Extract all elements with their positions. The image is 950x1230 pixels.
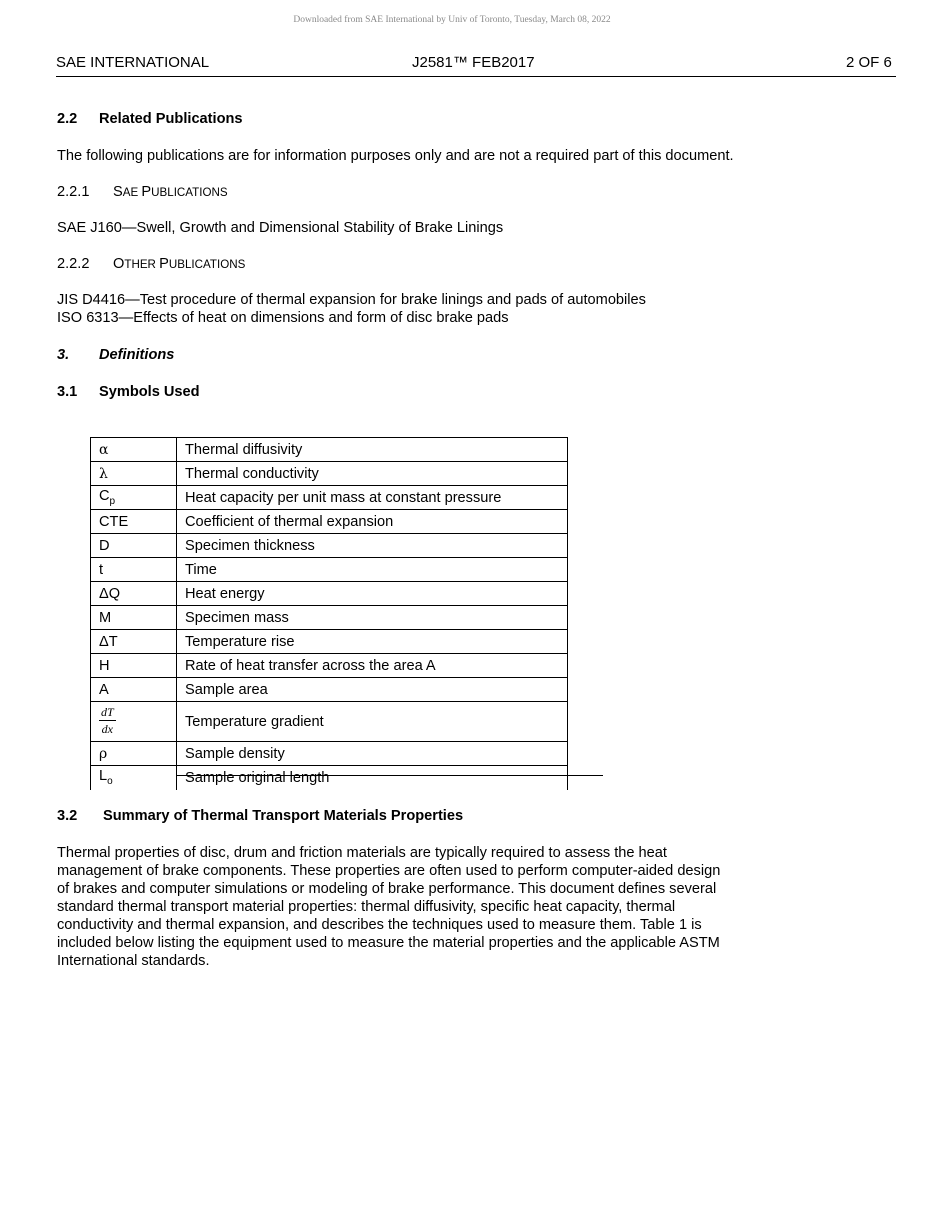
symbol-cell: α — [91, 438, 177, 462]
table-row — [91, 766, 568, 790]
paragraph-line: management of brake components. These properties are often used to perform computer-aided design — [57, 863, 721, 879]
header-rule — [56, 76, 896, 77]
paragraph-line: included below listing the equipment used to measure the material properties and the applicable ASTM — [57, 935, 720, 951]
paragraph-line: Thermal properties of disc, drum and friction materials are typically required to assess the heat — [57, 845, 667, 861]
symbol-cell — [91, 486, 177, 510]
description-cell: Sample area — [177, 678, 568, 702]
table-row — [91, 606, 568, 630]
symbol-base: L — [99, 768, 108, 785]
section-title: Definitions — [99, 347, 175, 363]
symbol-subscript: o — [107, 776, 113, 788]
symbol-cell: t — [91, 558, 177, 582]
section-3-2-paragraph — [57, 844, 817, 970]
section-3-2-heading — [57, 808, 463, 824]
smallcaps-initial: P — [141, 184, 152, 200]
table-row — [91, 438, 568, 462]
symbol-cell — [91, 702, 177, 742]
section-title: Related Publications — [99, 111, 243, 127]
description-cell: Sample original length — [177, 766, 568, 790]
paragraph-line: of brakes and computer simulations or modeling of brake performance. This document defines several — [57, 881, 717, 897]
symbol-cell: D — [91, 534, 177, 558]
description-cell: Specimen mass — [177, 606, 568, 630]
smallcaps-rest: UBLICATIONS — [151, 186, 228, 199]
description-cell: Specimen thickness — [177, 534, 568, 558]
section-title: Symbols Used — [99, 384, 200, 400]
symbol-cell: λ — [91, 462, 177, 486]
table-overlay-rule — [176, 775, 603, 776]
smallcaps-initial: S — [113, 184, 123, 200]
smallcaps-rest: THER — [124, 258, 160, 271]
section-number: 2.2 — [57, 111, 78, 127]
section-number: 2.2.1 — [57, 184, 90, 200]
symbol-cell: ΔT — [91, 630, 177, 654]
other-publication: ISO 6313—Effects of heat on dimensions and form of disc brake pads — [57, 310, 509, 326]
description-cell: Temperature gradient — [177, 702, 568, 742]
section-title: Summary of Thermal Transport Materials Properties — [103, 808, 464, 824]
fraction-numerator: dT — [101, 705, 114, 719]
section-2-2-heading — [57, 111, 243, 127]
symbol-cell — [91, 766, 177, 790]
download-notice: Downloaded from SAE International by Univ of Toronto, Tuesday, March 08, 2022 — [293, 15, 611, 25]
description-cell: Temperature rise — [177, 630, 568, 654]
table-row — [91, 582, 568, 606]
symbol-cell: A — [91, 678, 177, 702]
description-cell: Coefficient of thermal expansion — [177, 510, 568, 534]
smallcaps-initial: P — [159, 256, 169, 272]
table-row — [91, 558, 568, 582]
smallcaps-rest: AE — [122, 186, 142, 199]
table-row — [91, 630, 568, 654]
description-cell: Thermal conductivity — [177, 462, 568, 486]
section-number: 2.2.2 — [57, 256, 90, 272]
header-org: SAE INTERNATIONAL — [56, 54, 210, 71]
symbol-cell: ΔQ — [91, 582, 177, 606]
symbol-cell: CTE — [91, 510, 177, 534]
section-2-2-intro: The following publications are for information purposes only and are not a required part of this document. — [57, 148, 734, 164]
table-row — [91, 678, 568, 702]
description-cell: Heat energy — [177, 582, 568, 606]
other-publication: JIS D4416—Test procedure of thermal expansion for brake linings and pads of automobiles — [57, 292, 646, 308]
symbol-cell: H — [91, 654, 177, 678]
section-number: 3. — [57, 347, 70, 363]
paragraph-line: International standards. — [57, 953, 210, 969]
description-cell: Thermal diffusivity — [177, 438, 568, 462]
section-number: 3.1 — [57, 384, 78, 400]
section-2-2-1-heading — [57, 184, 228, 200]
symbol-subscript: p — [109, 495, 116, 507]
table-row — [91, 534, 568, 558]
fraction — [99, 706, 116, 736]
section-3-heading — [57, 347, 174, 363]
paragraph-line: standard thermal transport material properties: thermal diffusivity, specific heat capacity, thermal — [57, 899, 676, 915]
table-row — [91, 702, 568, 742]
symbols-table — [90, 437, 568, 790]
description-cell: Heat capacity per unit mass at constant pressure — [177, 486, 568, 510]
table-row — [91, 510, 568, 534]
description-cell: Rate of heat transfer across the area A — [177, 654, 568, 678]
description-cell: Sample density — [177, 742, 568, 766]
paragraph-line: conductivity and thermal expansion, and describes the techniques used to measure them. Table 1 is — [57, 917, 702, 933]
section-3-1-heading — [57, 384, 200, 400]
table-row — [91, 742, 568, 766]
fraction-denominator: dx — [101, 722, 113, 736]
description-cell: Time — [177, 558, 568, 582]
sae-publication: SAE J160—Swell, Growth and Dimensional Stability of Brake Linings — [57, 220, 504, 236]
table-row — [91, 654, 568, 678]
section-2-2-2-heading — [57, 256, 245, 272]
header-page-number: 2 OF 6 — [846, 54, 892, 71]
header-doc-id: J2581™ FEB2017 — [412, 54, 535, 71]
table-row — [91, 486, 568, 510]
smallcaps-initial: O — [113, 256, 125, 272]
section-number: 3.2 — [57, 808, 78, 824]
table-row — [91, 462, 568, 486]
symbol-cell: M — [91, 606, 177, 630]
smallcaps-rest: UBLICATIONS — [168, 258, 246, 271]
symbol-cell: ρ — [91, 742, 177, 766]
symbol-base: C — [99, 488, 110, 505]
